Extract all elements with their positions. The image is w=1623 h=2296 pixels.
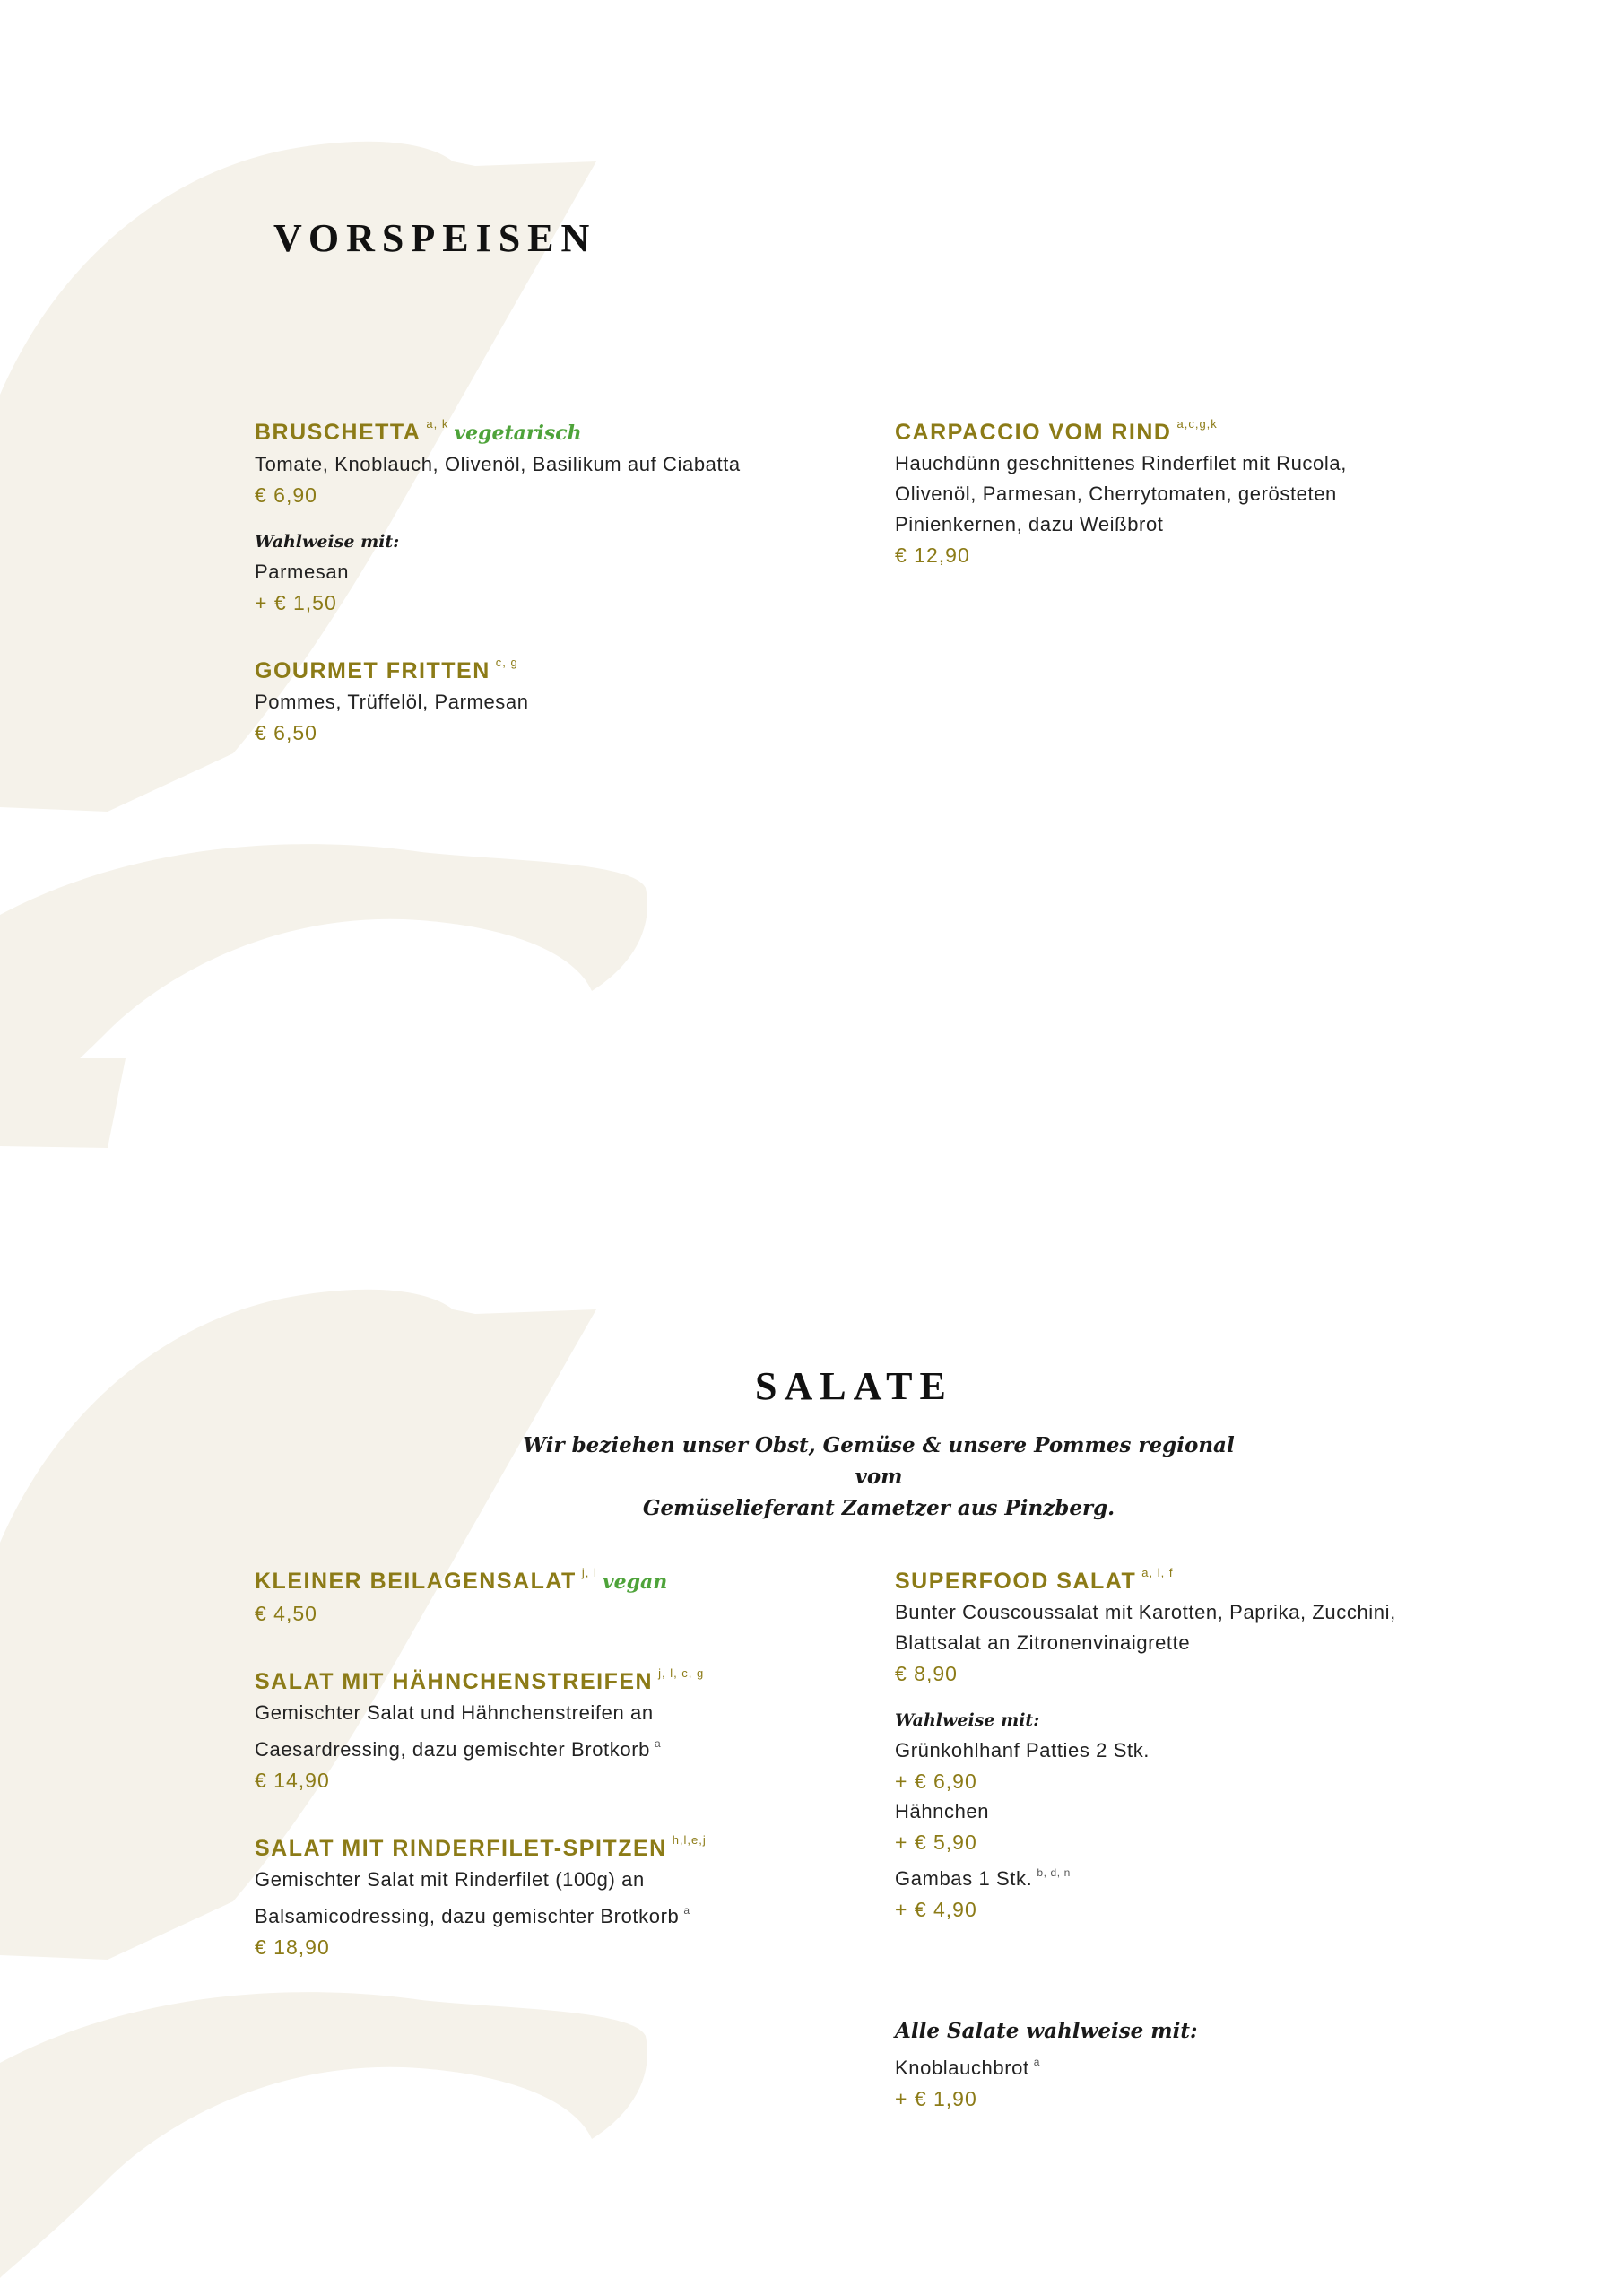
item-description-line: Hauchdünn geschnittenes Rinderfilet mit Rucola, bbox=[895, 452, 1347, 474]
menu-item-salat-haehnchenstreifen bbox=[255, 1657, 846, 1796]
item-name: GOURMET FRITTEN bbox=[255, 658, 490, 683]
item-description-line: Bunter Couscoussalat mit Karotten, Paprika, Zucchini, bbox=[895, 1601, 1396, 1623]
item-description-line: Gemischter Salat und Hähnchenstreifen an bbox=[255, 1701, 654, 1724]
salate-left-column bbox=[255, 1557, 846, 1991]
option-price: + € 5,90 bbox=[895, 1831, 977, 1854]
option-label: Gambas 1 Stk. bbox=[895, 1867, 1033, 1890]
option-price: + € 4,90 bbox=[895, 1898, 977, 1921]
options-label: Wahlweise mit: bbox=[255, 532, 400, 552]
allergen-codes: c, g bbox=[495, 656, 518, 669]
salate-intro bbox=[498, 1430, 1260, 1524]
item-price: € 18,90 bbox=[255, 1935, 330, 1959]
option-price: + € 1,50 bbox=[255, 591, 337, 614]
all-salads-options bbox=[895, 2016, 1487, 2114]
option-price: + € 6,90 bbox=[895, 1770, 977, 1793]
option-label: Parmesan bbox=[255, 561, 350, 583]
item-name: KLEINER BEILAGENSALAT bbox=[255, 1569, 577, 1594]
intro-line: Gemüselieferant Zametzer aus Pinzberg. bbox=[642, 1496, 1115, 1520]
option-label: Hähnchen bbox=[895, 1800, 990, 1822]
option-price: + € 1,90 bbox=[895, 2087, 977, 2110]
item-price: € 8,90 bbox=[895, 1662, 958, 1685]
item-price: € 14,90 bbox=[255, 1769, 330, 1792]
menu-item-gourmet-fritten bbox=[255, 647, 846, 748]
allergen-note: a bbox=[683, 1904, 690, 1917]
item-name: SUPERFOOD SALAT bbox=[895, 1569, 1137, 1594]
menu-item-superfood-salat bbox=[895, 1557, 1487, 1925]
item-price: € 12,90 bbox=[895, 544, 970, 567]
allergen-note: a bbox=[654, 1737, 662, 1750]
menu-item-bruschetta bbox=[255, 408, 846, 618]
item-name: BRUSCHETTA bbox=[255, 420, 421, 445]
allergen-codes: j, l bbox=[581, 1566, 597, 1579]
all-salads-label: Alle Salate wahlweise mit: bbox=[895, 2019, 1198, 2043]
allergen-note: b, d, n bbox=[1037, 1866, 1071, 1879]
diet-tag: vegan bbox=[602, 1570, 668, 1594]
item-description-line: Balsamicodressing, dazu gemischter Brotkorb bbox=[255, 1905, 680, 1927]
section-title-vorspeisen: VORSPEISEN bbox=[273, 216, 597, 260]
intro-line: Wir beziehen unser Obst, Gemüse & unsere Pommes regional vom bbox=[523, 1433, 1235, 1489]
allergen-codes: a, l, f bbox=[1141, 1566, 1174, 1579]
item-description-line: Gemischter Salat mit Rinderfilet (100g) an bbox=[255, 1868, 645, 1891]
item-description-line: Pinienkernen, dazu Weißbrot bbox=[895, 513, 1164, 535]
option-label: Grünkohlhanf Patties 2 Stk. bbox=[895, 1739, 1150, 1761]
allergen-codes: a,c,g,k bbox=[1176, 417, 1218, 430]
item-price: € 6,50 bbox=[255, 721, 317, 744]
diet-tag: vegetarisch bbox=[454, 422, 582, 445]
option-label: Knoblauchbrot bbox=[895, 2057, 1029, 2079]
item-price: € 6,90 bbox=[255, 483, 317, 507]
vorspeisen-left-column bbox=[255, 408, 846, 777]
allergen-codes: a, k bbox=[426, 417, 449, 430]
salate-right-column bbox=[895, 1557, 1487, 1953]
item-description-line: Caesardressing, dazu gemischter Brotkorb bbox=[255, 1738, 650, 1761]
vorspeisen-right-column bbox=[895, 408, 1487, 599]
item-name: SALAT MIT RINDERFILET-SPITZEN bbox=[255, 1836, 667, 1861]
item-price: € 4,50 bbox=[255, 1602, 317, 1625]
menu-item-kleiner-beilagensalat bbox=[255, 1557, 846, 1629]
item-name: SALAT MIT HÄHNCHENSTREIFEN bbox=[255, 1669, 654, 1694]
item-description: Pommes, Trüffelöl, Parmesan bbox=[255, 691, 529, 713]
item-description: Tomate, Knoblauch, Olivenöl, Basilikum auf Ciabatta bbox=[255, 453, 741, 475]
allergen-codes: j, l, c, g bbox=[658, 1666, 705, 1680]
item-description-line: Olivenöl, Parmesan, Cherrytomaten, gerösteten bbox=[895, 483, 1337, 505]
allergen-note: a bbox=[1033, 2056, 1040, 2068]
menu-item-salat-rinderfilet-spitzen bbox=[255, 1824, 846, 1962]
menu-item-carpaccio bbox=[895, 408, 1487, 570]
options-label: Wahlweise mit: bbox=[895, 1710, 1040, 1730]
item-description-line: Blattsalat an Zitronenvinaigrette bbox=[895, 1631, 1191, 1654]
allergen-codes: h,l,e,j bbox=[672, 1833, 707, 1847]
item-name: CARPACCIO VOM RIND bbox=[895, 420, 1172, 445]
section-title-salate: SALATE bbox=[755, 1364, 953, 1408]
